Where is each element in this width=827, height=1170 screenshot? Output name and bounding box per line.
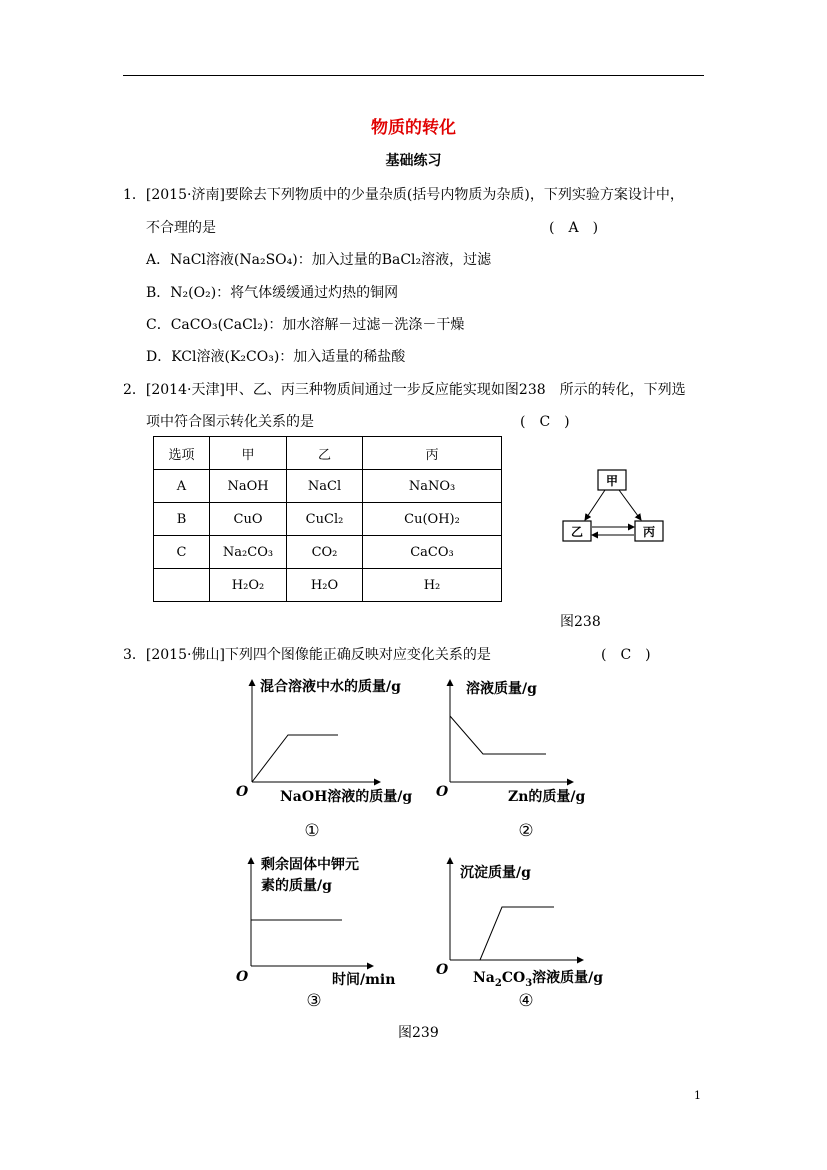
table-row <box>154 536 502 569</box>
table-cell: CO₂ <box>287 536 363 569</box>
q2-answer: ( C ) <box>520 414 570 430</box>
table-cell: NaOH <box>210 470 287 503</box>
graph-1-number: ① <box>304 821 320 841</box>
graph-2-number: ② <box>518 821 534 841</box>
node-label-right: 丙 <box>642 525 656 539</box>
page-number: 1 <box>694 1089 701 1102</box>
graph-3 <box>230 850 430 1020</box>
options-table <box>153 436 502 602</box>
arrow-top-to-right <box>619 490 641 520</box>
table-row <box>154 503 502 536</box>
header-rule <box>123 75 704 76</box>
table-header-cell: 乙 <box>287 437 363 470</box>
q1-option-c: C．CaCO₃(CaCl₂)：加水溶解－过滤－洗涤－干燥 <box>146 317 465 333</box>
graph-3-xlabel: 时间/min <box>332 972 396 988</box>
conversion-diagram <box>555 465 665 545</box>
q1-option-b: B．N₂(O₂)：将气体缓缓通过灼热的铜网 <box>146 285 399 301</box>
graph-1 <box>230 672 440 844</box>
table-cell: CuO <box>210 503 287 536</box>
graph-4-ylabel: 沉淀质量/g <box>460 865 531 881</box>
q3-answer: ( C ) <box>601 647 651 663</box>
arrow-top-to-left <box>585 490 605 520</box>
q2-line1: 2．[2014·天津]甲、乙、丙三种物质间通过一步反应能实现如图238 所示的转化，下列选 <box>123 382 686 398</box>
graph-4-curve <box>480 907 554 960</box>
q1-line1: 1．[2015·济南]要除去下列物质中的少量杂质(括号内物质为杂质)，下列实验方案设计中， <box>123 187 684 203</box>
graph-2-ylabel: 溶液质量/g <box>466 681 537 697</box>
q1-answer: ( A ) <box>549 220 599 236</box>
table-cell: H₂O₂ <box>210 569 287 602</box>
graph-3-origin: O <box>236 969 249 985</box>
graph-3-number: ③ <box>306 991 322 1011</box>
table-cell: NaNO₃ <box>363 470 502 503</box>
table-header-cell: 甲 <box>210 437 287 470</box>
q3-line: 3．[2015·佛山]下列四个图像能正确反映对应变化关系的是 <box>123 647 491 663</box>
graph-3-ylabel-line1: 剩余固体中钾元 <box>261 857 359 873</box>
table-cell: H₂ <box>363 569 502 602</box>
table-cell: CuCl₂ <box>287 503 363 536</box>
table-header-cell: 选项 <box>154 437 210 470</box>
graph-1-xlabel: NaOH溶液的质量/g <box>280 789 413 805</box>
table-row <box>154 569 502 602</box>
table-cell: B <box>154 503 210 536</box>
node-label-left: 乙 <box>570 525 584 539</box>
figure-238-caption: 图238 <box>560 614 601 630</box>
graph-1-ylabel: 混合溶液中水的质量/g <box>260 679 401 695</box>
table-cell <box>154 569 210 602</box>
q1-line2: 不合理的是 <box>146 220 216 236</box>
table-header-row <box>154 437 502 470</box>
table-header-cell: 丙 <box>363 437 502 470</box>
graph-4-number: ④ <box>518 991 534 1011</box>
graph-2-xlabel: Zn的质量/g <box>508 789 586 805</box>
graph-4 <box>428 850 628 1020</box>
graph-2 <box>428 672 618 844</box>
q2-line2: 项中符合图示转化关系的是 <box>146 414 314 430</box>
graph-3-ylabel-line2: 素的质量/g <box>261 878 332 894</box>
table-cell: Cu(OH)₂ <box>363 503 502 536</box>
table-cell: C <box>154 536 210 569</box>
table-cell: A <box>154 470 210 503</box>
figure-239-caption: 图239 <box>398 1025 439 1041</box>
graph-2-curve <box>450 716 546 754</box>
table-cell: CaCO₃ <box>363 536 502 569</box>
graph-4-xlabel: $Na_2CO_3$溶液质量/g <box>473 970 604 989</box>
table-row <box>154 470 502 503</box>
section-title: 基础练习 <box>385 153 442 169</box>
q1-option-a: A．NaCl溶液(Na₂SO₄)：加入过量的BaCl₂溶液，过滤 <box>146 252 492 268</box>
graph-2-origin: O <box>436 784 449 800</box>
q1-option-d: D．KCl溶液(K₂CO₃)：加入适量的稀盐酸 <box>146 349 406 365</box>
page-title: 物质的转化 <box>371 118 456 138</box>
graph-1-curve <box>252 735 338 782</box>
table-cell: Na₂CO₃ <box>210 536 287 569</box>
table-cell: NaCl <box>287 470 363 503</box>
node-label-top: 甲 <box>605 474 619 488</box>
graph-4-origin: O <box>436 962 449 978</box>
table-cell: H₂O <box>287 569 363 602</box>
graph-1-origin: O <box>236 784 249 800</box>
